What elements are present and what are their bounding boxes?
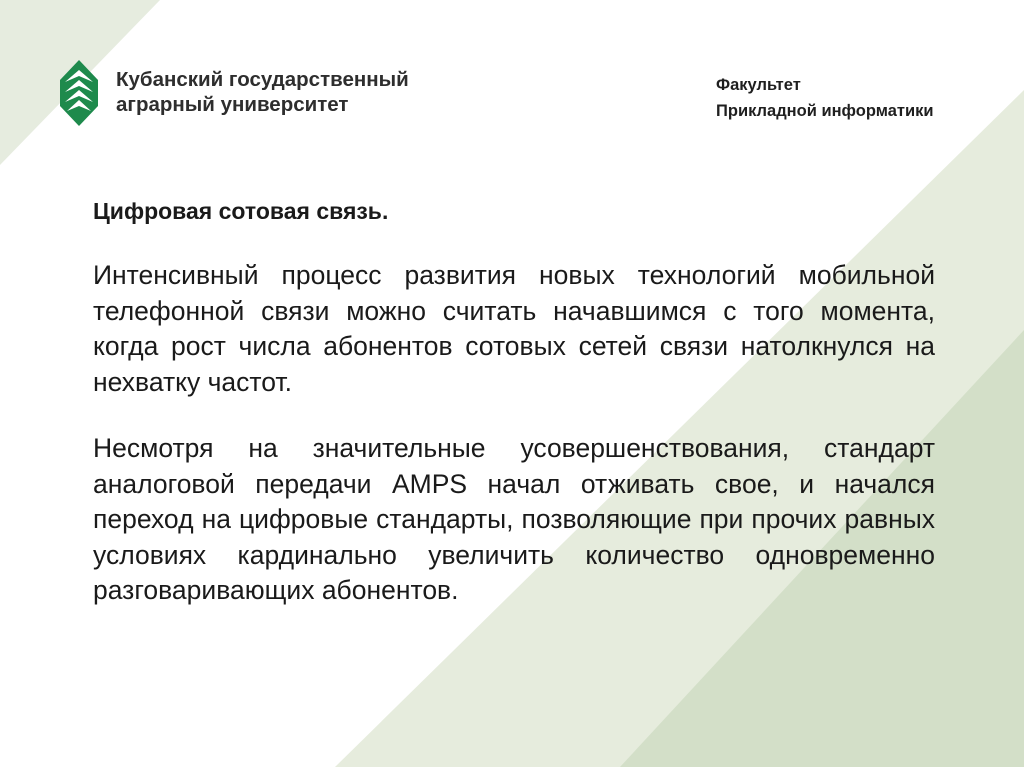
slide-content xyxy=(93,196,935,640)
university-name-line2: аграрный университет xyxy=(116,93,349,116)
university-name xyxy=(116,67,409,117)
paragraph-1: Интенсивный процесс развития новых технологий мобильной телефонной связи можно считать начавшимся с того момента, когда рост числа абонентов сотовых сетей связи натолкнулся на нехватку частот. xyxy=(93,260,935,397)
faculty-name xyxy=(716,72,934,124)
university-name-line1: Кубанский государственный xyxy=(116,68,409,91)
paragraph-2: Несмотря на значительные усовершенствования, стандарт аналоговой передачи AMPS начал отживать свое, и начался переход на цифровые стандарты, позволяющие при прочих равных условиях кардинально увеличить количество одновременно разговаривающих абонентов. xyxy=(93,433,935,605)
university-leaf-logo-icon xyxy=(58,58,100,128)
faculty-line1: Факультет xyxy=(716,76,801,94)
faculty-line2: Прикладной информатики xyxy=(716,102,934,120)
slide-title: Цифровая сотовая связь. xyxy=(93,198,389,224)
